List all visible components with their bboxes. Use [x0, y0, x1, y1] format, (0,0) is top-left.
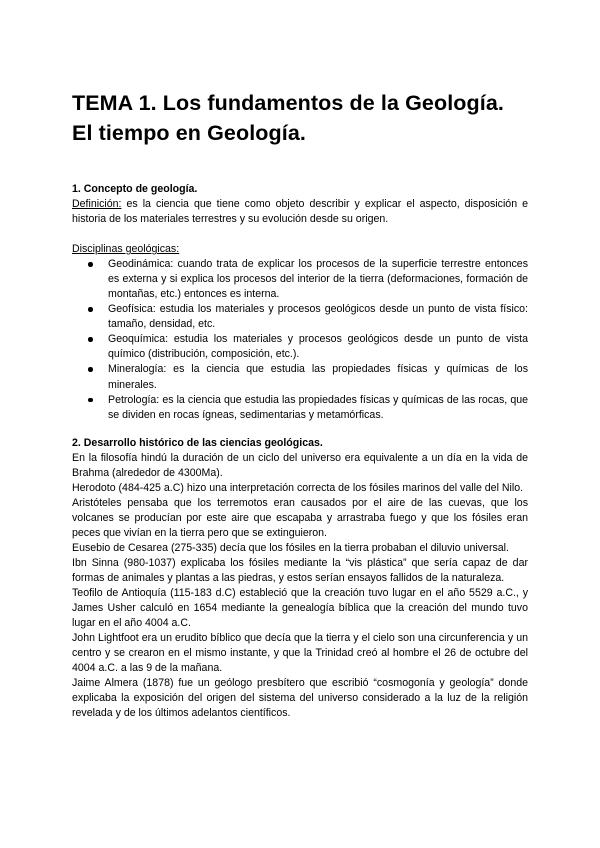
disciplines-list — [72, 257, 528, 423]
document-title: TEMA 1. Los fundamentos de la Geología. El tiempo en Geología. — [72, 91, 504, 145]
list-item-text: Geofísica: estudia los materiales y procesos geológicos desde un punto de vista físico: tamaño, densidad, etc. — [108, 303, 528, 331]
document-page — [72, 88, 528, 722]
disciplines-label: Disciplinas geológicas: — [72, 243, 180, 256]
section-heading-2: 2. Desarrollo histórico de las ciencias geológicas. — [72, 436, 323, 449]
list-item-text: Mineralogía: es la ciencia que estudia las propiedades físicas y químicas de los minerales. — [108, 363, 528, 391]
bullet-icon — [88, 367, 93, 372]
definition-label: Definición: — [72, 198, 122, 210]
history-paragraph: John Lightfoot era un erudito bíblico que decía que la tierra y el cielo son una circunferencia y un centro y se crearon en el mismo instante, y que la Trinidad creó al hombre el 26 de octubre del 4004 a.C. a las 9 de la mañana. — [72, 632, 528, 675]
list-item — [72, 393, 528, 423]
history-paragraph: Ibn Sinna (980-1037) explicaba los fósiles mediante la “vis plástica” que sería capaz de dar formas de animales y plantas a las piedras, y estos serían ensayos fallidos de la naturaleza. — [72, 556, 528, 585]
section-desarrollo — [72, 436, 528, 722]
history-paragraph: Herodoto (484-425 a.C) hizo una interpretación correcta de los fósiles marinos del valle del Nilo. — [72, 481, 524, 494]
history-paragraph: En la filosofía hindú la duración de un ciclo del universo era equivalente a un día en la vida de Brahma (alrededor de 4300Ma). — [72, 451, 528, 479]
list-item — [72, 362, 528, 392]
history-paragraph: Jaime Almera (1878) fue un geólogo presbítero que escribió “cosmogonía y geología” donde explicaba la exposición del origen del sistema del universo considerado a la luz de la religión revelada y de los últimos adelantos científicos. — [72, 677, 528, 720]
list-item — [72, 302, 528, 332]
bullet-icon — [88, 262, 93, 267]
disciplines-label-line — [72, 242, 528, 257]
list-item-text: Geoquímica: estudia los materiales y procesos geológicos desde un punto de vista químico (distribución, composición, etc.). — [108, 333, 528, 361]
history-paragraph: Teofilo de Antioquía (115-183 d.C) estableció que la creación tuvo lugar en el año 5529 a.C., y James Usher calculó en 1654 mediante la genealogía bíblica que la creación del mundo tuvo lugar en el año 4004 a.C. — [72, 587, 528, 630]
list-item — [72, 257, 528, 302]
definition-text: es la ciencia que tiene como objeto describir y explicar el aspecto, disposición e historia de los materiales terrestres y su evolución desde su origen. — [72, 198, 528, 226]
bullet-icon — [88, 307, 93, 312]
list-item-text: Geodinámica: cuando trata de explicar los procesos de la superficie terrestre entonces es externa y si explica los procesos del interior de la tierra (deformaciones, formación de montañas, etc.) entonces es interna. — [108, 258, 528, 301]
definition-paragraph — [72, 197, 528, 227]
list-item-text: Petrología: es la ciencia que estudia las propiedades físicas y químicas de las rocas, que se dividen en rocas ígneas, sedimentarias y metamórficas. — [108, 393, 528, 421]
section-heading-1: 1. Concepto de geología. — [72, 183, 198, 195]
section-concepto — [72, 182, 528, 423]
history-paragraph: Eusebio de Cesarea (275-335) decía que los fósiles en la tierra probaban el diluvio universal. — [72, 541, 509, 554]
list-item — [72, 332, 528, 362]
bullet-icon — [88, 398, 93, 403]
history-paragraph: Aristóteles pensaba que los terremotos eran causados por el aire de las cuevas, que los volcanes se producían por este aire que escapaba y arrastraba fuego y que los fósiles eran peces que vivían en la tierra pero que se extinguieron. — [72, 496, 528, 539]
bullet-icon — [88, 337, 93, 342]
